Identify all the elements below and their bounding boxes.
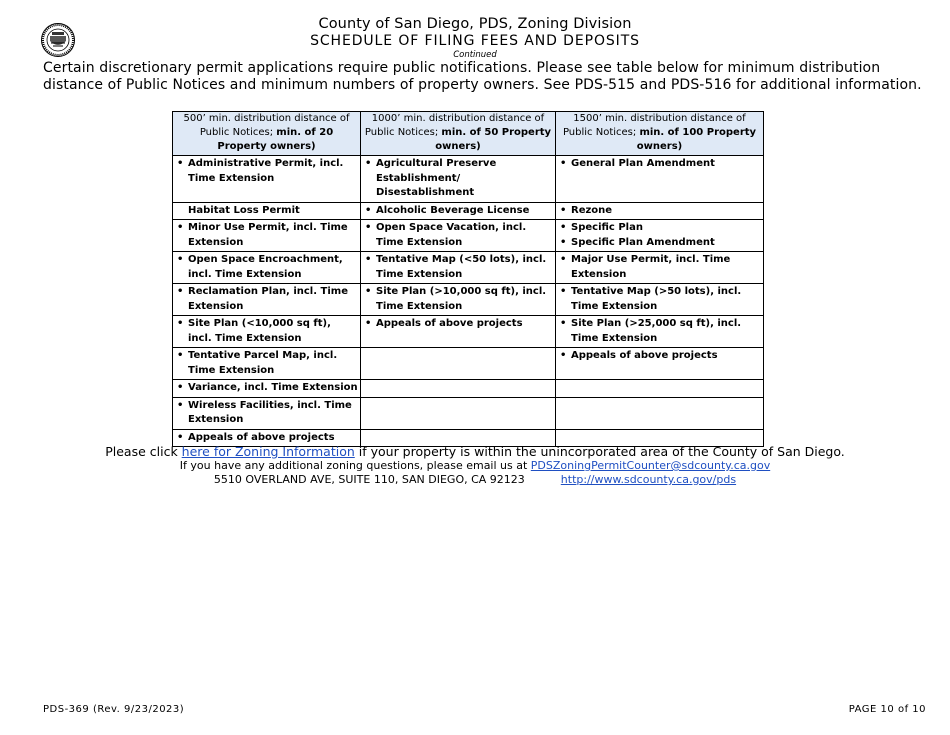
table-cell: • Appeals of above projects bbox=[556, 348, 764, 380]
table-cell: • Tentative Map (>50 lots), incl. Time Extension bbox=[556, 284, 764, 316]
table-cell: • Specific Plan • Specific Plan Amendment bbox=[556, 220, 764, 252]
table-cell: • Tentative Parcel Map, incl. Time Extension bbox=[173, 348, 361, 380]
table-cell bbox=[556, 397, 764, 429]
column-header-500: 500’ min. distribution distance of Public Notices; min. of 20 Property owners) bbox=[173, 112, 361, 156]
table-cell: • Rezone bbox=[556, 202, 764, 220]
email-link[interactable]: PDSZoningPermitCounter@sdcounty.ca.gov bbox=[530, 459, 771, 472]
table-cell: • Appeals of above projects bbox=[173, 429, 361, 447]
website-link[interactable]: http://www.sdcounty.ca.gov/pds bbox=[560, 473, 737, 486]
notification-table bbox=[172, 111, 764, 447]
zoning-info-link[interactable]: here for Zoning Information bbox=[181, 444, 355, 459]
table-row bbox=[173, 380, 764, 398]
table-cell: Habitat Loss Permit bbox=[173, 202, 361, 220]
table-cell: • Wireless Facilities, incl. Time Extension bbox=[173, 397, 361, 429]
table-row bbox=[173, 202, 764, 220]
table-row bbox=[173, 316, 764, 348]
table-cell: • Administrative Permit, incl. Time Extension bbox=[173, 156, 361, 203]
table-cell: • General Plan Amendment bbox=[556, 156, 764, 203]
table-header-row bbox=[173, 112, 764, 156]
intro-paragraph: Certain discretionary permit applications require public notifications. Please see table below for minimum distribution distance of Public Notices and minimum numbers of property owners. See PDS-515 and PDS-516 for additional information. bbox=[43, 60, 922, 93]
table-cell: • Open Space Encroachment, incl. Time Extension bbox=[173, 252, 361, 284]
address-line bbox=[0, 473, 950, 486]
zoning-info-line: Please click here for Zoning Information if your property is within the unincorporated area of the County of San Diego. bbox=[105, 444, 845, 459]
header-agency: County of San Diego, PDS, Zoning Division bbox=[318, 16, 632, 32]
table-cell bbox=[361, 348, 556, 380]
table-cell: • Site Plan (>10,000 sq ft), incl. Time Extension bbox=[361, 284, 556, 316]
email-line: If you have any additional zoning questions, please email us at PDSZoningPermitCounter@sdcounty.ca.gov bbox=[179, 459, 771, 472]
table-cell: • Appeals of above projects bbox=[361, 316, 556, 348]
table-cell: • Minor Use Permit, incl. Time Extension bbox=[173, 220, 361, 252]
table-cell: • Tentative Map (<50 lots), incl. Time Extension bbox=[361, 252, 556, 284]
table-cell: • Major Use Permit, incl. Time Extension bbox=[556, 252, 764, 284]
table-cell: • Site Plan (>25,000 sq ft), incl. Time Extension bbox=[556, 316, 764, 348]
table-row bbox=[173, 284, 764, 316]
table-row bbox=[173, 397, 764, 429]
table-row bbox=[173, 220, 764, 252]
address-text: 5510 OVERLAND AVE, SUITE 110, SAN DIEGO, CA 92123 bbox=[213, 473, 525, 486]
header-continued: Continued bbox=[453, 50, 497, 60]
table-cell: • Variance, incl. Time Extension bbox=[173, 380, 361, 398]
table-cell: • Agricultural Preserve Establishment/ Disestablishment bbox=[361, 156, 556, 203]
table-cell: • Open Space Vacation, incl. Time Extension bbox=[361, 220, 556, 252]
table-row bbox=[173, 348, 764, 380]
table-cell bbox=[361, 380, 556, 398]
column-header-1000: 1000’ min. distribution distance of Public Notices; min. of 50 Property owners) bbox=[361, 112, 556, 156]
form-id: PDS-369 (Rev. 9/23/2023) bbox=[43, 704, 185, 715]
table-cell: • Reclamation Plan, incl. Time Extension bbox=[173, 284, 361, 316]
table-cell bbox=[556, 380, 764, 398]
page-number: PAGE 10 of 10 bbox=[848, 704, 926, 715]
table-row bbox=[173, 156, 764, 203]
table-cell bbox=[361, 397, 556, 429]
header-title: SCHEDULE OF FILING FEES AND DEPOSITS bbox=[310, 33, 640, 49]
table-row bbox=[173, 252, 764, 284]
column-header-1500: 1500’ min. distribution distance of Public Notices; min. of 100 Property owners) bbox=[556, 112, 764, 156]
table-cell: • Alcoholic Beverage License bbox=[361, 202, 556, 220]
table-cell: • Site Plan (<10,000 sq ft), incl. Time Extension bbox=[173, 316, 361, 348]
